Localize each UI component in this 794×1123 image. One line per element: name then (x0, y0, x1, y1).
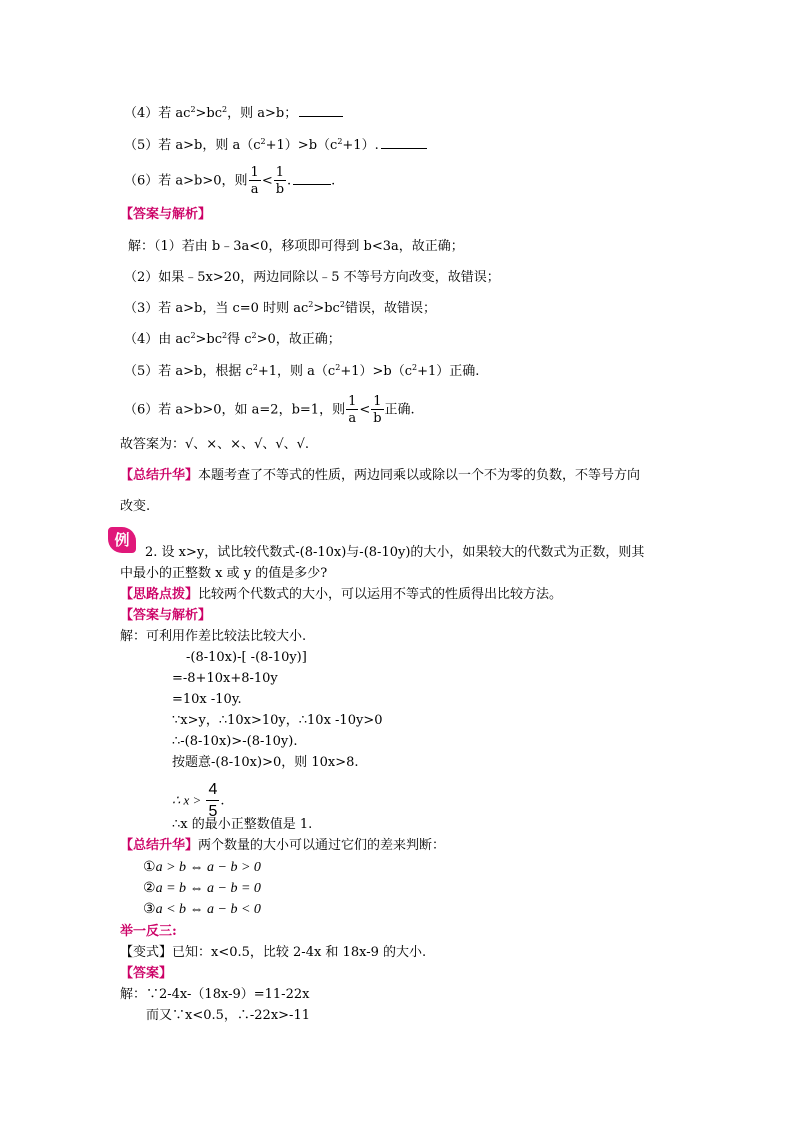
example-solution-intro: 解：可利用作差比较法比较大小. (120, 629, 307, 644)
final-answer: 故答案为：√、×、×、√、√、√. (120, 437, 310, 452)
example-summary: 【总结升华】两个数量的大小可以通过它们的差来判断： (120, 838, 446, 853)
practice-solution-line-2: 而又∵x<0.5，∴-22x>-11 (146, 1008, 310, 1023)
therefore-x-gt-four-fifths: ∴ x > $\frac{4}{5}$ . (172, 781, 225, 820)
example-answer-heading: 【答案与解析】 (120, 608, 212, 623)
step-2: =-8+10x+8-10y (172, 671, 278, 686)
solution-line-4: （4）由 $ac^2>bc^2$得 $c^2>0$，故正确； (124, 331, 341, 347)
fraction-1-over-b: $\frac{1}{b}$ (275, 165, 285, 197)
minimum-integer-line: ∴x 的最小正整数值是 1. (172, 817, 313, 832)
solution-line-6: （6）若 a>b>0，如 a=2，b=1，则 $\frac{1}{a}$ < $\frac{1}{b}$ 正确. (124, 394, 415, 426)
solution-line-5: （5）若 a>b，根据 $c^2+1$，则 $a(c^2+1)>b(c^2+1)$正确. (124, 363, 480, 379)
answer-analysis-heading: 【答案与解析】 (120, 207, 212, 222)
step-6: 按题意-(8-10x)>0，则 10x>8. (172, 755, 359, 770)
practice-solution-line-1: 解：∵2-4x-（18x-9）=11-22x (120, 987, 310, 1002)
answer-blank (381, 135, 427, 149)
example-question-line-2: 中最小的正整数 x 或 y 的值是多少? (120, 566, 328, 581)
summary-line-2: 改变. (120, 499, 151, 514)
variant-question: 【变式】已知：x<0.5，比较 2-4x 和 18x-9 的大小. (120, 945, 427, 960)
step-4: ∵x>y，∴10x>10y，∴10x -10y>0 (172, 713, 383, 728)
solution-line-3: （3）若 a>b，当 c=0 时则 $ac^2>bc^2$错误，故错误； (124, 300, 436, 316)
question-4: （4）若 $ac^2>bc^2$，则 a>b； (124, 103, 343, 124)
question-5: （5）若 a>b，则 $a(c^2+1)>b(c^2+1)$. (124, 135, 427, 156)
step-5: ∴-(8-10x)>-(8-10y). (172, 734, 298, 749)
example-badge: 例 (108, 527, 136, 553)
hint-line: 【思路点拨】比较两个代数式的大小，可以运用不等式的性质得出比较方法。 (120, 587, 563, 602)
summary-line-1: 【总结升华】本题考查了不等式的性质，两边同乘以或除以一个不为零的负数，不等号方向 (120, 468, 641, 483)
answer-blank (293, 171, 331, 185)
question-6: （6）若 a>b>0，则 $\frac{1}{a}$ < $\frac{1}{b}$ . . (124, 165, 336, 197)
practice-answer-heading: 【答案】 (120, 966, 173, 981)
answer-blank (299, 103, 343, 117)
fraction-4-over-5: $\frac{4}{5}$ (208, 781, 218, 820)
step-1: -(8-10x)-[ -(8-10y)] (186, 650, 307, 665)
fraction-1-over-b: $\frac{1}{b}$ (373, 394, 382, 426)
solution-line-1: 解：（1）若由 b﹣3a<0，移项即可得到 b<3a，故正确； (128, 239, 464, 254)
fraction-1-over-a: $\frac{1}{a}$ (348, 394, 357, 426)
rule-3: ③a < b ⇔ a − b < 0 (143, 901, 261, 917)
solution-line-2: （2）如果﹣5x>20，两边同除以﹣5 不等号方向改变，故错误； (124, 270, 500, 285)
rule-1: ①a > b ⇔ a − b > 0 (143, 859, 261, 875)
step-3: =10x -10y. (172, 692, 242, 707)
fraction-1-over-a: $\frac{1}{a}$ (250, 165, 259, 197)
practice-heading: 举一反三: (120, 924, 177, 939)
example-question-line-1: 2. 设 x>y，试比较代数式-(8-10x)与-(8-10y)的大小，如果较大的代数式为正数，则其 (145, 545, 645, 560)
rule-2: ②a = b ⇔ a − b = 0 (143, 880, 261, 896)
